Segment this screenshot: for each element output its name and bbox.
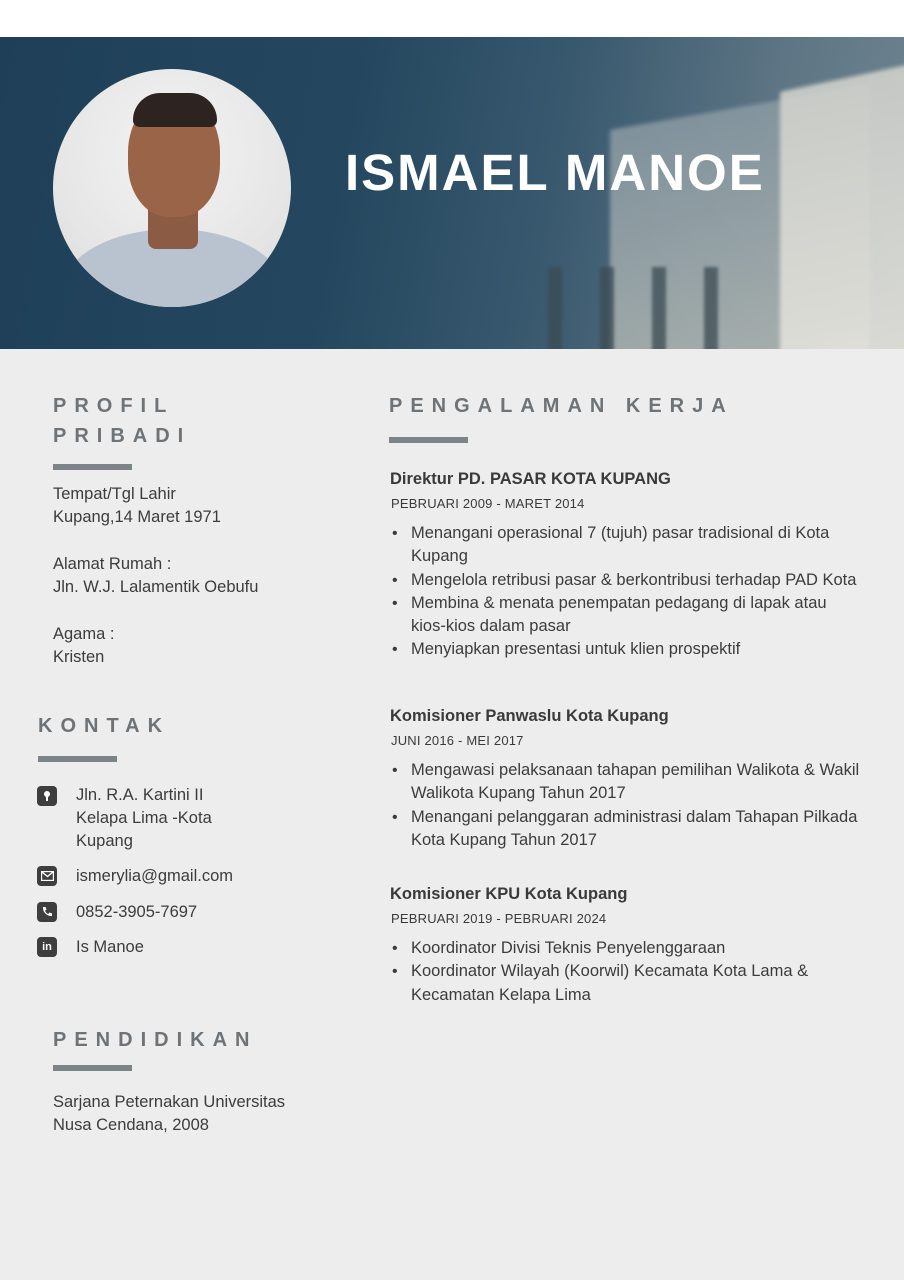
experience-section-title: PENGALAMAN KERJA	[389, 395, 734, 417]
experience-title-underline	[389, 437, 468, 443]
list-item: • Membina & menata penempatan pedagang di lapak atau kios-kios dalam pasar	[390, 592, 860, 639]
list-item: • Mengawasi pelaksanaan tahapan pemilihan Walikota & Wakil Walikota Kupang Tahun 2017	[390, 759, 860, 806]
contact-email[interactable]: ismerylia@gmail.com	[76, 867, 234, 885]
address-value: Jln. W.J. Lalamentik Oebufu	[53, 578, 259, 596]
education-line: Nusa Cendana, 2008	[53, 1116, 209, 1134]
job-title: Komisioner Panwaslu Kota Kupang	[390, 707, 669, 725]
building-fin	[652, 267, 666, 349]
contact-address-line: Kupang	[76, 832, 133, 850]
job-responsibilities	[390, 759, 860, 852]
building-fin	[548, 267, 562, 349]
linkedin-icon: in	[37, 937, 57, 957]
building-fin	[704, 267, 718, 349]
job-date: PEBRUARI 2019 - PEBRUARI 2024	[391, 911, 607, 926]
contact-section-title: KONTAK	[38, 715, 171, 737]
location-icon	[37, 786, 57, 806]
building-fin	[600, 267, 614, 349]
profile-title-underline	[53, 464, 132, 470]
contact-address-line: Jln. R.A. Kartini II	[76, 786, 204, 804]
religion-label: Agama :	[53, 625, 115, 643]
address-label: Alamat Rumah :	[53, 555, 172, 573]
email-icon	[37, 866, 57, 886]
list-item: • Menyiapkan presentasi untuk klien prospektif	[390, 638, 860, 661]
top-margin	[0, 0, 904, 37]
job-responsibilities	[390, 937, 860, 1007]
person-name: ISMAEL MANOE	[345, 144, 765, 201]
list-item: • Koordinator Wilayah (Koorwil) Kecamata Kota Lama & Kecamatan Kelapa Lima	[390, 960, 860, 1007]
profile-section-title: PROFIL PRIBADI	[53, 395, 192, 447]
contact-address-line: Kelapa Lima -Kota	[76, 809, 212, 827]
job-title: Direktur PD. PASAR KOTA KUPANG	[390, 470, 671, 488]
phone-icon	[37, 902, 57, 922]
list-item: • Mengelola retribusi pasar & berkontribusi terhadap PAD Kota	[390, 569, 860, 592]
job-title: Komisioner KPU Kota Kupang	[390, 885, 628, 903]
job-responsibilities	[390, 522, 860, 662]
religion-value: Kristen	[53, 648, 105, 666]
list-item: • Koordinator Divisi Teknis Penyelenggaraan	[390, 937, 860, 960]
birth-value: Kupang,14 Maret 1971	[53, 508, 221, 526]
job-date: JUNI 2016 - MEI 2017	[391, 733, 524, 748]
contact-linkedin[interactable]: Is Manoe	[76, 938, 144, 956]
contact-phone[interactable]: 0852-3905-7697	[76, 903, 198, 921]
education-title-underline	[53, 1065, 132, 1071]
job-date: PEBRUARI 2009 - MARET 2014	[391, 496, 585, 511]
building-background-side	[780, 62, 904, 349]
contact-title-underline	[38, 756, 117, 762]
list-item: • Menangani operasional 7 (tujuh) pasar tradisional di Kota Kupang	[390, 522, 860, 569]
birth-label: Tempat/Tgl Lahir	[53, 485, 176, 503]
education-line: Sarjana Peternakan Universitas	[53, 1093, 286, 1111]
profile-photo	[53, 69, 291, 307]
education-section-title: PENDIDIKAN	[53, 1029, 258, 1051]
list-item: • Menangani pelanggaran administrasi dalam Tahapan Pilkada Kota Kupang Tahun 2017	[390, 806, 860, 853]
